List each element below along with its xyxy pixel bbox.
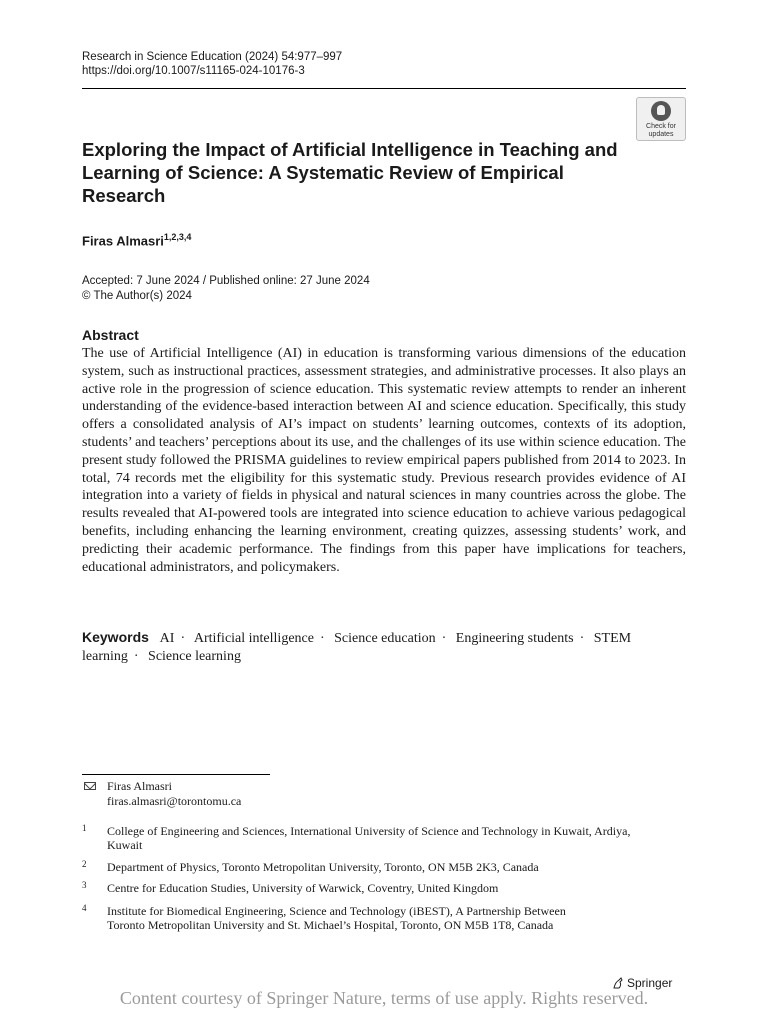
header-rule <box>82 88 686 89</box>
keyword-separator: · <box>441 631 447 646</box>
affiliation-number: 4 <box>82 903 87 913</box>
author-affiliation-marks: 1,2,3,4 <box>163 232 192 242</box>
keyword-separator: · <box>579 631 585 646</box>
footnote-rule <box>82 774 270 775</box>
affiliation-4 <box>82 904 602 932</box>
keyword-item: AI <box>159 631 175 646</box>
abstract-text: The use of Artificial Intelligence (AI) in education is transforming various dimensions of the education system, such as instructional practices, assessment strategies, and administrative processes. It also plays an active role in the progression of science education. This systematic review attempts to render an inherent understanding of the evidence-based interaction between AI and science education. Specifically, this study offers a consolidated analysis of AI’s impact on students’ learning outcomes, contexts of its adoption, students’ and teachers’ perceptions about its use, and the challenges of its use within science education. The present study followed the PRISMA guidelines to review empirical papers published from 2014 to 2023. In total, 74 records met the eligibility for this systematic study. Previous research provides evidence of AI integration into a variety of fields in physical and natural sciences in many countries across the globe. The results revealed that AI-powered tools are integrated into science education to achieve various pedagogical benefits, including enhancing the learning environment, creating quizzes, assessing students’ work, and predicting their academic performance. The findings from this paper have implications for teachers, educational administrators, and policymakers. <box>82 346 686 575</box>
author-name[interactable]: Firas Almasri <box>82 233 164 249</box>
affiliation-number: 1 <box>82 823 87 833</box>
publication-dates <box>82 274 370 303</box>
check-for-updates-icon <box>651 101 671 121</box>
affiliation-3 <box>82 881 642 895</box>
doi-link[interactable]: https://doi.org/10.1007/s11165-024-10176-3 <box>82 65 305 77</box>
accepted-published: Accepted: 7 June 2024 / Published online: 27 June 2024 <box>82 275 370 287</box>
keyword-item: Science education <box>334 631 436 646</box>
corresponding-author-email[interactable]: firas.almasri@torontomu.ca <box>107 794 242 808</box>
affiliation-text: College of Engineering and Sciences, International University of Science and Technology in Kuwait, Ardiya, Kuwait <box>107 824 631 852</box>
keyword-item: Artificial intelligence <box>193 631 314 646</box>
affiliation-number: 3 <box>82 880 87 890</box>
publisher-name: Springer <box>627 976 673 990</box>
badge-line1: Check for <box>646 123 676 130</box>
affiliation-2 <box>82 860 642 874</box>
envelope-icon <box>84 782 96 790</box>
keyword-separator: · <box>319 631 325 646</box>
correspondence <box>107 779 241 809</box>
affiliation-text: Centre for Education Studies, University of Warwick, Coventry, United Kingdom <box>107 881 499 895</box>
check-for-updates-badge[interactable] <box>636 97 686 141</box>
author <box>82 232 191 248</box>
journal-citation: Research in Science Education (2024) 54:977–997 <box>82 51 343 63</box>
keyword-item: STEM learning <box>82 631 632 664</box>
affiliation-1 <box>82 824 642 852</box>
courtesy-watermark: Content courtesy of Springer Nature, terms of use apply. Rights reserved. <box>119 988 649 1008</box>
keyword-separator: · <box>180 631 186 646</box>
badge-line2: updates <box>648 130 674 138</box>
copyright: © The Author(s) 2024 <box>82 289 192 302</box>
corresponding-author-name: Firas Almasri <box>107 779 172 793</box>
affiliation-text: Department of Physics, Toronto Metropolitan University, Toronto, ON M5B 2K3, Canada <box>107 860 539 874</box>
abstract-heading: Abstract <box>82 327 139 343</box>
keyword-item: Engineering students <box>455 631 574 646</box>
keywords-label: Keywords <box>82 629 149 645</box>
keyword-separator: · <box>133 649 139 664</box>
affiliation-number: 2 <box>82 859 87 869</box>
article-title: Exploring the Impact of Artificial Intelligence in Teaching and Learning of Science: A Systematic Review of Empirical Research <box>82 139 618 206</box>
keywords <box>82 628 686 666</box>
keyword-item: Science learning <box>148 649 241 664</box>
affiliation-text: Institute for Biomedical Engineering, Science and Technology (iBEST), A Partnership Between Toronto Metropolitan University and St. Michael’s Hospital, Toronto, ON M5B 1T8, Canada <box>107 904 566 932</box>
